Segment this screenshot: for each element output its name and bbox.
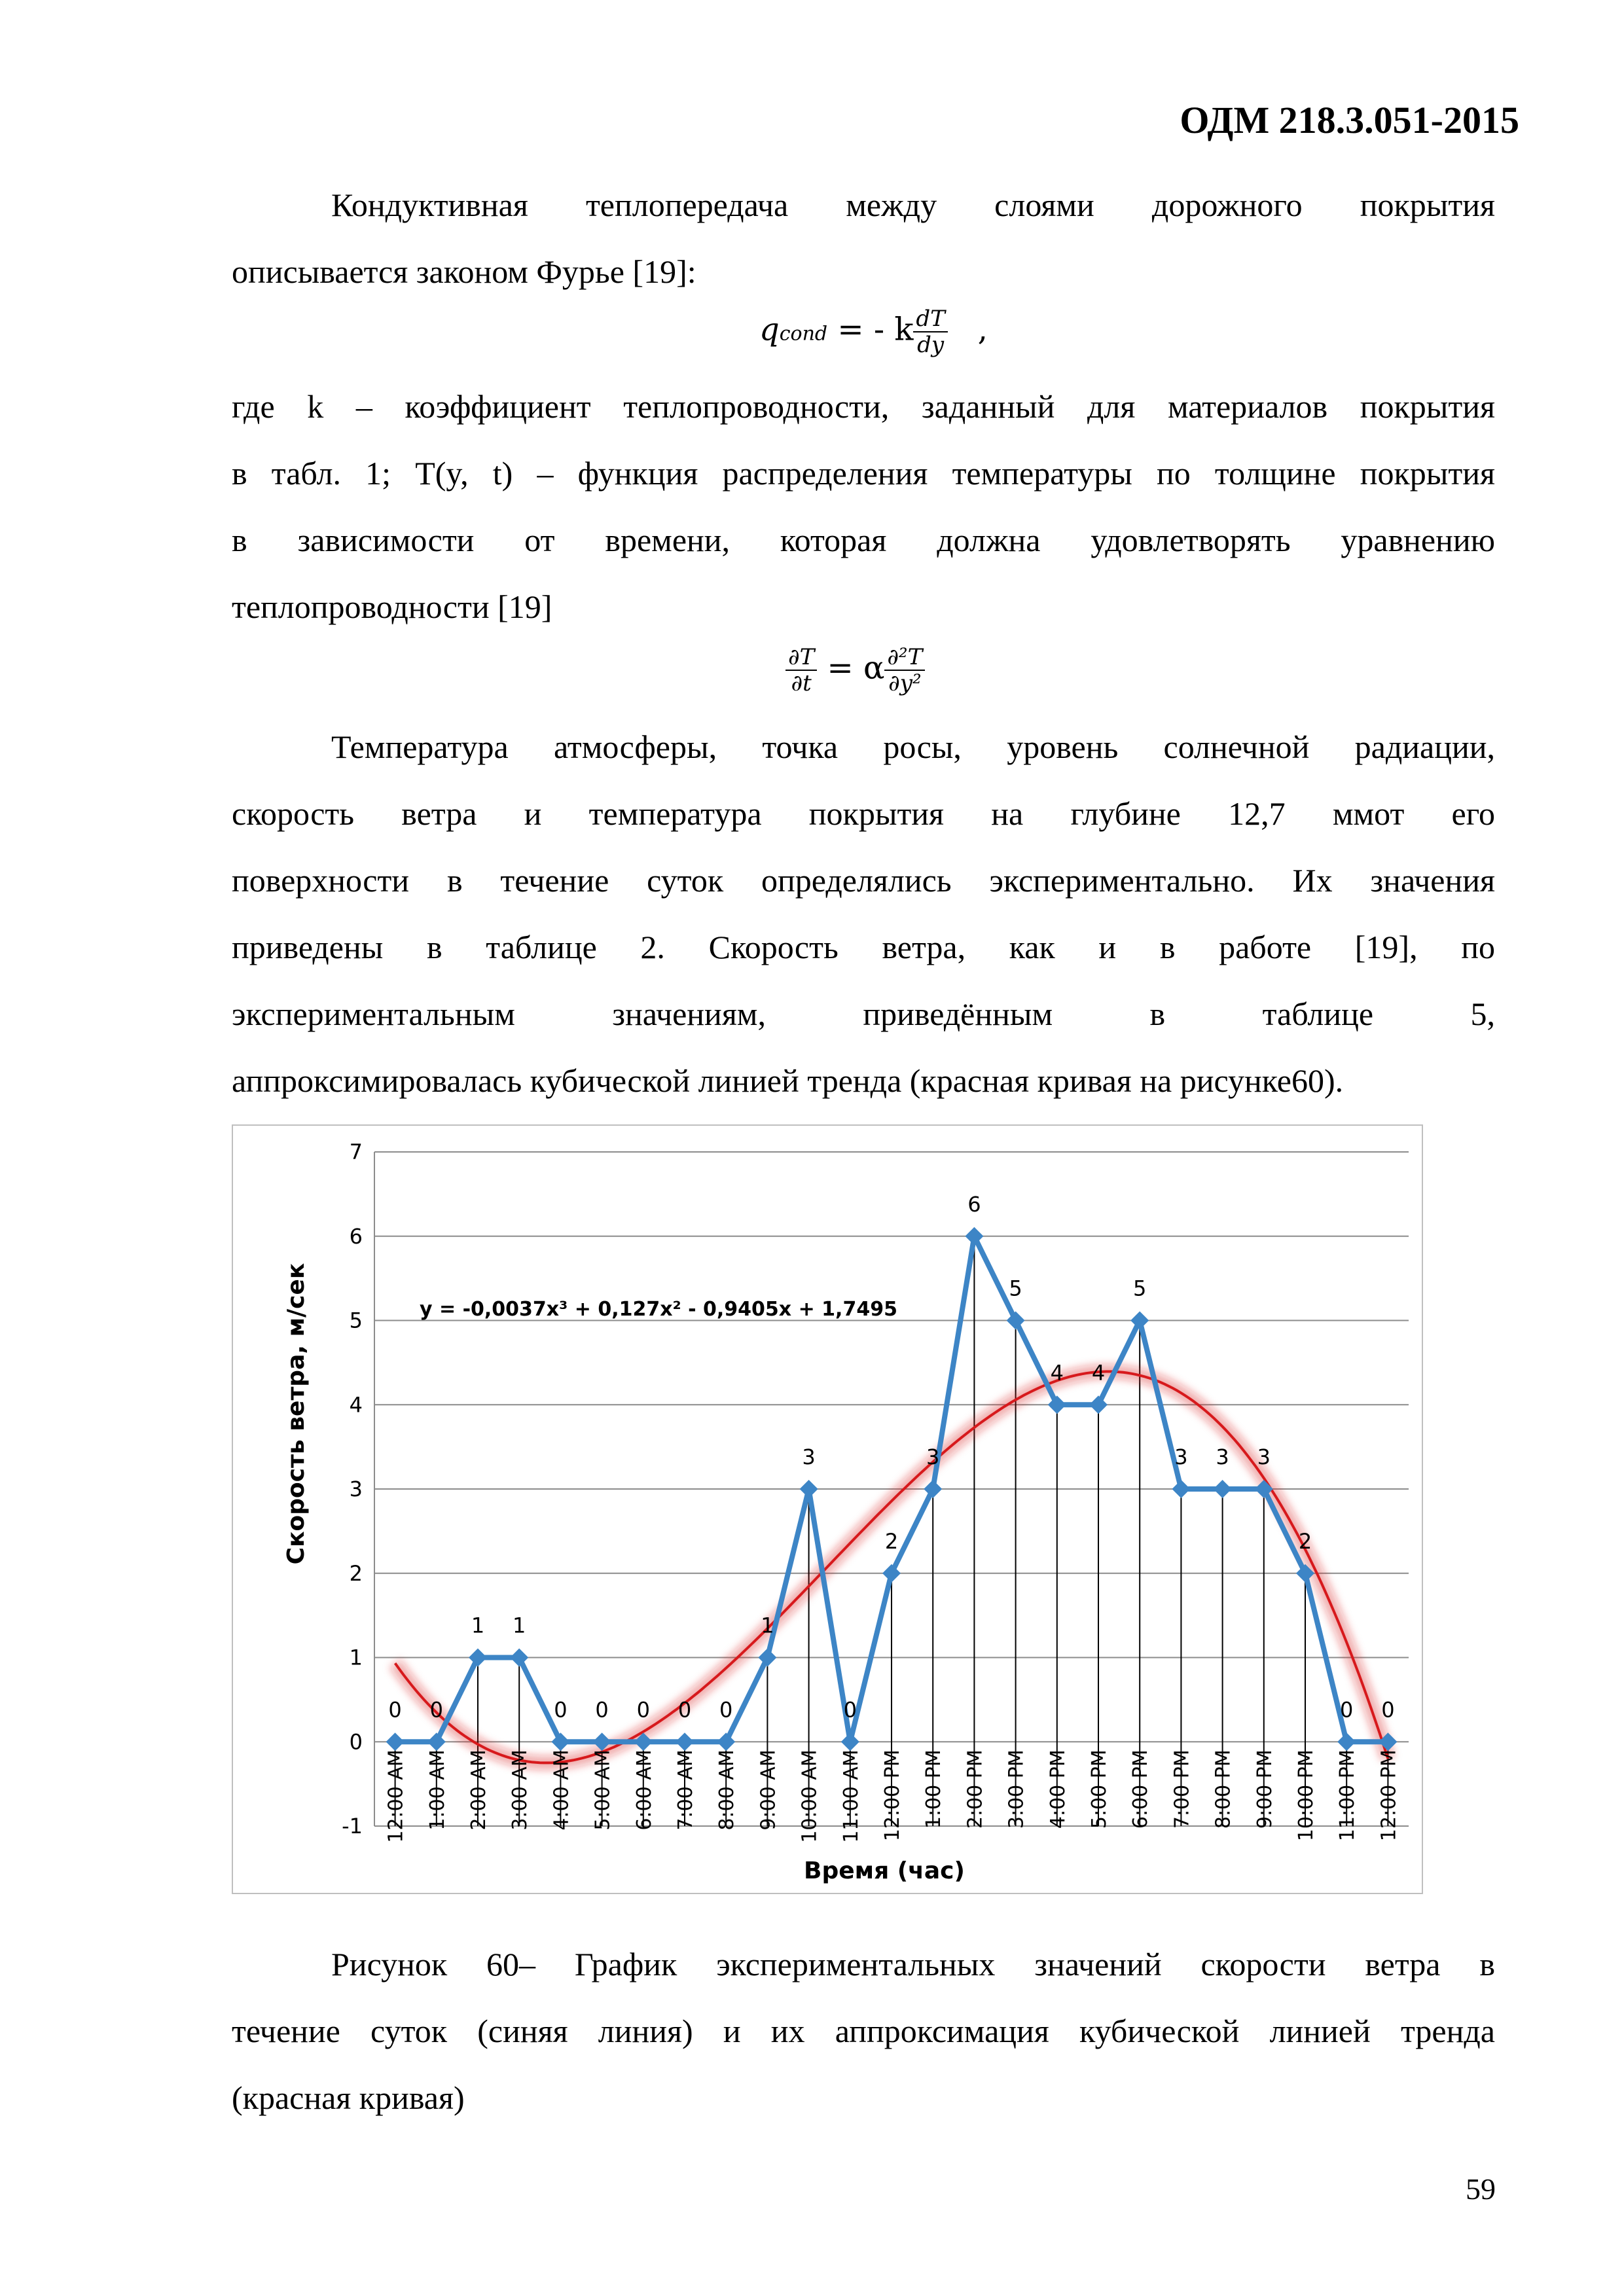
- y-tick-label: 6: [349, 1223, 363, 1249]
- x-axis-title: Время (час): [804, 1857, 965, 1884]
- data-label: 0: [429, 1697, 443, 1723]
- data-point-marker: [386, 1732, 405, 1751]
- paragraph-line: где k – коэффициент теплопроводности, заданный для материалов покрытия: [232, 388, 1495, 425]
- eq2-rhs: [884, 645, 925, 696]
- document-code: ОДМ 218.3.051-2015: [1180, 99, 1519, 141]
- data-label: 6: [967, 1191, 981, 1217]
- data-label: 0: [1381, 1697, 1395, 1723]
- data-label: 0: [1340, 1697, 1354, 1723]
- x-tick-label: 2:00 PM: [964, 1749, 987, 1829]
- x-tick-label: 4:00 AM: [550, 1749, 573, 1831]
- x-tick-label: 6:00 AM: [632, 1749, 656, 1831]
- caption-line: (красная кривая): [232, 2079, 465, 2116]
- data-point-marker: [551, 1732, 569, 1751]
- y-tick-label: 3: [349, 1477, 363, 1501]
- eq-mid: = - k: [827, 311, 914, 348]
- y-tick-label: 5: [349, 1308, 363, 1333]
- caption-line: течение суток (синяя линия) и их аппроксимация кубической линией тренда: [232, 2013, 1495, 2049]
- x-tick-label: 6:00 PM: [1129, 1749, 1153, 1829]
- data-point-marker: [1130, 1312, 1149, 1330]
- data-point-marker: [1007, 1312, 1025, 1330]
- chart-svg: [233, 1126, 1422, 1893]
- eq-q: q: [759, 311, 780, 348]
- paragraph-line: скорость ветра и температура покрытия на глубине 12,7 ммот его: [232, 795, 1495, 832]
- eq2-lhs-num: ∂T: [785, 645, 817, 671]
- paragraph-line: экспериментальным значениям, приведённым в таблице 5,: [232, 996, 1495, 1032]
- data-label: 2: [1298, 1528, 1312, 1554]
- eq2-lhs-den: ∂t: [791, 670, 812, 696]
- x-tick-label: 10:00 PM: [1295, 1749, 1318, 1842]
- x-tick-label: 1:00 PM: [922, 1749, 946, 1829]
- x-tick-label: 9:00 PM: [1253, 1749, 1276, 1829]
- eq2-lhs: [785, 645, 817, 696]
- data-point-marker: [1048, 1395, 1066, 1414]
- data-point-marker: [800, 1480, 818, 1498]
- data-label: 0: [843, 1697, 857, 1723]
- paragraph-line: теплопроводности [19]: [232, 588, 552, 625]
- y-tick-label: -1: [342, 1814, 363, 1839]
- data-label: 0: [636, 1697, 650, 1723]
- heat-equation: [785, 645, 925, 696]
- data-label: 4: [1091, 1360, 1106, 1386]
- x-tick-label: 3:00 AM: [509, 1749, 532, 1831]
- data-point-marker: [841, 1732, 859, 1751]
- data-label: 1: [513, 1613, 526, 1638]
- x-tick-label: 12:00 PM: [881, 1749, 904, 1842]
- data-label: 2: [884, 1528, 899, 1554]
- x-tick-label: 9:00 AM: [757, 1749, 780, 1831]
- data-label: 0: [719, 1697, 733, 1723]
- y-tick-label: 4: [349, 1392, 363, 1418]
- x-tick-label: 5:00 AM: [591, 1749, 615, 1831]
- paragraph-line: поверхности в течение суток определялись экспериментально. Их значения: [232, 862, 1495, 899]
- eq2-rhs-den: ∂y²: [888, 670, 922, 696]
- x-tick-label: 7:00 PM: [1170, 1749, 1194, 1829]
- data-point-marker: [965, 1227, 983, 1246]
- data-point-marker: [469, 1649, 487, 1667]
- x-tick-label: 12:00 AM: [384, 1749, 408, 1843]
- paragraph-line: аппроксимировалась кубической линией тренда (красная кривая на рисунке60).: [232, 1062, 1344, 1099]
- y-axis-title: Скорость ветра, м/сек: [283, 1263, 310, 1565]
- figure-caption: [232, 1931, 1495, 2131]
- y-tick-label: 7: [349, 1139, 363, 1164]
- x-tick-label: 3:00 PM: [1005, 1749, 1028, 1829]
- eq-den: dy: [917, 332, 945, 358]
- data-label: 1: [471, 1613, 485, 1638]
- y-tick-label: 2: [349, 1560, 363, 1586]
- data-label: 3: [926, 1444, 940, 1469]
- data-label: 3: [1216, 1444, 1229, 1469]
- data-label: 5: [1009, 1276, 1022, 1301]
- x-tick-label: 11:00 PM: [1336, 1749, 1360, 1842]
- data-point-marker: [758, 1649, 776, 1667]
- caption-line: Рисунок 60– График экспериментальных значений скорости ветра в: [331, 1946, 1495, 1982]
- paragraph-line: Температура атмосферы, точка росы, уровень солнечной радиации,: [331, 728, 1495, 765]
- data-point-marker: [510, 1649, 528, 1667]
- data-label: 1: [761, 1613, 774, 1638]
- eq-fraction: [913, 306, 947, 357]
- data-label: 3: [802, 1444, 816, 1469]
- y-tick-label: 0: [349, 1729, 363, 1755]
- fourier-equation: [759, 306, 988, 357]
- x-tick-label: 5:00 PM: [1088, 1749, 1111, 1829]
- x-tick-label: 11:00 AM: [839, 1749, 863, 1843]
- x-tick-label: 8:00 AM: [715, 1749, 739, 1831]
- paragraph-line: приведены в таблице 2. Скорость ветра, как и в работе [19], по: [232, 929, 1495, 965]
- data-label: 4: [1050, 1360, 1064, 1386]
- data-label: 3: [1257, 1444, 1271, 1469]
- data-point-marker: [1337, 1732, 1356, 1751]
- data-label: 0: [388, 1697, 402, 1723]
- data-point-marker: [1172, 1480, 1190, 1498]
- paragraph-line: в табл. 1; T(y, t) – функция распределения температуры по толщине покрытия: [232, 455, 1495, 492]
- data-point-marker: [717, 1732, 735, 1751]
- x-tick-label: 8:00 PM: [1212, 1749, 1235, 1829]
- eq-num: dT: [913, 306, 947, 332]
- wind-speed-chart: [232, 1124, 1423, 1894]
- y-tick-label: 1: [349, 1645, 363, 1670]
- data-point-marker: [924, 1480, 942, 1498]
- data-point-marker: [427, 1732, 446, 1751]
- eq-tail: ,: [977, 311, 988, 348]
- x-tick-label: 2:00 AM: [467, 1749, 490, 1831]
- data-point-marker: [882, 1564, 901, 1583]
- data-label: 0: [554, 1697, 568, 1723]
- page-number: 59: [1466, 2172, 1496, 2206]
- data-point-marker: [1089, 1395, 1108, 1414]
- data-point-marker: [676, 1732, 694, 1751]
- paragraph-line: Кондуктивная теплопередача между слоями дорожного покрытия: [331, 187, 1495, 223]
- data-label: 3: [1174, 1444, 1188, 1469]
- data-label: 0: [677, 1697, 692, 1723]
- x-tick-label: 7:00 AM: [674, 1749, 697, 1831]
- x-tick-label: 4:00 PM: [1046, 1749, 1070, 1829]
- eq2-op: = α: [817, 649, 885, 687]
- data-label: 0: [595, 1697, 609, 1723]
- x-tick-label: 10:00 AM: [798, 1749, 821, 1843]
- trendline-equation: y = -0,0037x³ + 0,127x² - 0,9405x + 1,7495: [420, 1298, 897, 1321]
- eq2-rhs-num: ∂²T: [884, 645, 925, 671]
- data-point-marker: [1214, 1480, 1232, 1498]
- x-tick-label: 12:00 PM: [1377, 1749, 1401, 1842]
- eq-sub: cond: [779, 322, 828, 346]
- data-label: 5: [1133, 1276, 1147, 1301]
- paragraph-line: описывается законом Фурье [19]:: [232, 253, 696, 290]
- paragraph-line: в зависимости от времени, которая должна удовлетворять уравнению: [232, 522, 1495, 558]
- x-tick-label: 1:00 AM: [425, 1749, 449, 1831]
